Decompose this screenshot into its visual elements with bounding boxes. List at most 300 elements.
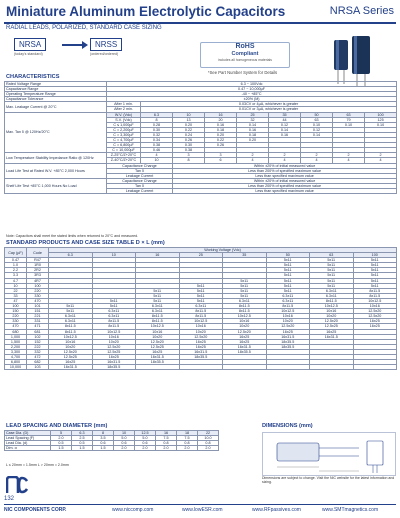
case-size [353, 365, 397, 370]
case-size: 16x31.5 [223, 344, 267, 349]
cap-code: 220 [27, 288, 49, 293]
lead-value: 0.8 [198, 441, 219, 446]
lead-value: 0.5 [72, 441, 93, 446]
characteristics-note: Note: Capacitors shall meet the stated limits when returned to 20°C and measured. [6, 234, 139, 238]
current-series-caption: (today's standard) [14, 52, 43, 56]
low-temp-value: 4 [365, 158, 397, 163]
case-size: 5x11 [179, 283, 223, 288]
lead-value: 10 [114, 431, 135, 436]
case-size: 6.3x11 [266, 293, 310, 298]
case-size: 6.3x11 [49, 319, 93, 324]
voltage-header: 50 [266, 253, 310, 258]
case-size: 10x12.5 [223, 314, 267, 319]
lead-value: 7.5 [177, 436, 198, 441]
voltage-header: 100 [353, 253, 397, 258]
case-size: 10x20 [49, 344, 93, 349]
test-criteria: Less than 200% of specified maximum value [173, 168, 397, 173]
dimensions-heading: DIMENSIONS (mm) [262, 423, 313, 429]
cap-code: 470 [27, 298, 49, 303]
cap-value: 150 [5, 309, 27, 314]
cap-code: R47 [27, 258, 49, 263]
tan-cap: C = 3,300µF [107, 132, 141, 137]
spec-label: Low Temperature Stability Impedance Ratio @ 120Hz [5, 153, 107, 163]
leakage-value: 0.03CV or 4µA, whichever is greater [141, 102, 397, 107]
tan-value: 0.26 [205, 143, 237, 148]
spec-label: Capacitance Tolerance [5, 97, 107, 102]
dimension-drawing [262, 432, 396, 476]
lead-value: 2.0 [198, 446, 219, 451]
capacitor-icon [334, 36, 370, 86]
tan-value: 0.20 [173, 122, 205, 127]
cap-value: 0.47 [5, 258, 27, 263]
voltage-header: 16 [136, 253, 180, 258]
lead-row-label: Case Dia. (D) [5, 431, 51, 436]
lead-value: 1.5 [72, 446, 93, 451]
case-size: 10x16 [49, 339, 93, 344]
case-size: 5x11 [310, 258, 354, 263]
case-size: 8x11.5 [310, 298, 354, 303]
lead-value: 5.0 [114, 436, 135, 441]
case-size: 6.3x11 [310, 288, 354, 293]
cap-value: 470 [5, 324, 27, 329]
case-size: 12.5x20 [353, 309, 397, 314]
tan-value: 0.10 [301, 122, 333, 127]
lead-value: 0.6 [93, 441, 114, 446]
header-rule [4, 22, 396, 24]
tan-value: 0.38 [141, 143, 173, 148]
rohs-compliant: Compliant [231, 51, 259, 57]
case-size: 12.5x20 [353, 314, 397, 319]
case-size: 5x11 [92, 304, 136, 309]
case-size: 18x35.5 [266, 344, 310, 349]
lead-value: 5.0 [135, 436, 156, 441]
tan-value: 0.38 [173, 148, 205, 153]
cap-code: 101 [27, 304, 49, 309]
lead-spacing-table [4, 430, 219, 451]
case-size: 12.5x25 [310, 324, 354, 329]
case-size: 6.3x11 [223, 298, 267, 303]
case-size: 12.5x20 [92, 344, 136, 349]
tan-value: 0.18 [205, 127, 237, 132]
cap-code: 682 [27, 360, 49, 365]
case-size: 8x11.5 [49, 324, 93, 329]
case-size: 6.3x11 [136, 304, 180, 309]
case-size: 10x16 [266, 314, 310, 319]
page-number: 132 [4, 496, 15, 502]
case-size: 16x25 [223, 334, 267, 339]
tan-value: 0.16 [269, 132, 301, 137]
footer-rule [4, 504, 396, 505]
case-size: 5x11 [310, 283, 354, 288]
case-size: 6.3x11 [266, 298, 310, 303]
case-size: 10x20 [266, 319, 310, 324]
cap-code: 100 [27, 283, 49, 288]
cap-value: 2,200 [5, 344, 27, 349]
voltage-header: 25 [179, 253, 223, 258]
lead-value: 0.5 [51, 441, 72, 446]
voltage-header: 6.3 [49, 253, 93, 258]
lead-row [5, 446, 219, 451]
case-size: 8x11.5 [223, 309, 267, 314]
sv-value: 63 [301, 117, 333, 122]
cap-value: 1,000 [5, 334, 27, 339]
tan-value: 0.22 [173, 127, 205, 132]
lead-value: 2.0 [177, 446, 198, 451]
tan-value: 0.12 [269, 122, 301, 127]
tan-value: 0.46 [141, 148, 173, 153]
case-size: 10x12.5 [310, 304, 354, 309]
cap-code: 4R7 [27, 278, 49, 283]
sv-value: 125 [365, 117, 397, 122]
case-size: 16x31.5 [136, 354, 180, 359]
case-size: 12.5x25 [92, 349, 136, 354]
case-size: 8x11.5 [92, 319, 136, 324]
rohs-caption: includes all homogeneous materials [218, 58, 272, 62]
lead-value: 22 [198, 431, 219, 436]
lead-value: 12.5 [135, 431, 156, 436]
case-size: 5x11 [49, 304, 93, 309]
series-migration [14, 38, 144, 70]
low-temp-value: 4 [333, 158, 365, 163]
case-size: 10x16 [310, 309, 354, 314]
case-size: 8x11.5 [92, 324, 136, 329]
cap-code: 681 [27, 329, 49, 334]
voltage-header: 35 [223, 253, 267, 258]
case-size: 10x16 [136, 329, 180, 334]
cap-value: 47 [5, 298, 27, 303]
characteristics-heading: CHARACTERISTICS [6, 74, 60, 80]
tan-cap: C ≤ 1,000µF [107, 122, 141, 127]
case-size: 5x11 [353, 278, 397, 283]
case-size: 10x20 [179, 329, 223, 334]
cap-header: Cap (µF) [5, 248, 27, 258]
spec-label: Max. Tan δ @ 120Hz/20°C [5, 112, 107, 153]
case-size: 10x16 [223, 319, 267, 324]
cap-value: 1.0 [5, 263, 27, 268]
lead-value: 2.5 [72, 436, 93, 441]
case-size: 16x25 [266, 329, 310, 334]
sv-value: 44 [269, 117, 301, 122]
cap-value: 6,800 [5, 360, 27, 365]
tan-cap: C = 2,200µF [107, 127, 141, 132]
case-size: 10x12.5 [136, 324, 180, 329]
case-size: 5x11 [266, 263, 310, 268]
case-size: 18x35.5 [136, 360, 180, 365]
case-size: 5x11 [266, 288, 310, 293]
lead-value: 16 [156, 431, 177, 436]
lead-spacing-heading: LEAD SPACING AND DIAMETER (mm) [6, 423, 108, 429]
tan-value: 0.28 [141, 122, 173, 127]
footer-link[interactable]: www.lowESR.com [182, 507, 223, 513]
case-size: 16x25 [310, 329, 354, 334]
lead-value: 2.0 [135, 446, 156, 451]
test-criteria: Within ±20% of initial measured value [173, 163, 397, 168]
spec-label: Rated Voltage Range [5, 82, 107, 87]
cap-value: 10,000 [5, 365, 27, 370]
case-size: 6.3x11 [92, 314, 136, 319]
cap-value: 100 [5, 304, 27, 309]
cap-code: 471 [27, 324, 49, 329]
test-item: Capacitance Change [107, 163, 173, 168]
case-size [136, 365, 180, 370]
case-size: 5x11 [266, 268, 310, 273]
case-size: 8x11.5 [179, 309, 223, 314]
case-size: 8x11.5 [353, 288, 397, 293]
case-size: 18x35.5 [266, 339, 310, 344]
wv-value: 10 [173, 112, 205, 117]
low-temp-value: 2 [269, 153, 301, 158]
case-size: 16x25 [179, 344, 223, 349]
test-item: Tan δ [107, 168, 173, 173]
sv-value: 79 [333, 117, 365, 122]
case-size: 12.5x20 [49, 349, 93, 354]
spec-label: Operating Temperature Range [5, 92, 107, 97]
tan-value: 0.14 [301, 132, 333, 137]
low-temp-value: 4 [141, 153, 173, 158]
case-size: 5x11 [223, 278, 267, 283]
leakage-time: After 1 min. [107, 102, 141, 107]
case-size [223, 365, 267, 370]
tan-value: 0.30 [173, 143, 205, 148]
case-size: 10x12.5 [353, 298, 397, 303]
case-size: 5x11 [353, 283, 397, 288]
working-voltage-header: Working Voltage (Vdc) [49, 248, 397, 253]
footer-link[interactable]: www.RFpassives.com [252, 507, 301, 513]
cap-code: 332 [27, 349, 49, 354]
case-size: 10x12.5 [179, 319, 223, 324]
rohs-note: *See Part Number System for Details [208, 70, 278, 75]
cap-code: 472 [27, 354, 49, 359]
case-size: 12.5x20 [266, 324, 310, 329]
tan-value: 0.22 [205, 138, 237, 143]
spec-label: Shelf Life Test +85°C 1,000 Hours No Load [5, 178, 107, 193]
case-size: 10x16 [179, 324, 223, 329]
case-size: 5x11 [310, 263, 354, 268]
voltage-header: 10 [92, 253, 136, 258]
case-size: 16x25 [92, 354, 136, 359]
case-size: 5x11 [49, 309, 93, 314]
case-size: 12.5x25 [136, 344, 180, 349]
case-size: 6.3x11 [92, 309, 136, 314]
low-temp-value: 4 [269, 158, 301, 163]
code-header: Code [27, 248, 49, 258]
series-name: NRSA Series [329, 5, 394, 17]
tan-value: 0.18 [237, 132, 269, 137]
spec-value: -40 ~ +85°C [107, 92, 397, 97]
case-size: 12.5x20 [223, 329, 267, 334]
tan-value: 0.14 [237, 122, 269, 127]
low-temp-value: 2 [333, 153, 365, 158]
tan-value: 0.14 [269, 127, 301, 132]
case-size: 10x20 [223, 324, 267, 329]
current-series-box: NRSA [14, 38, 46, 51]
case-size: 5x11 [353, 258, 397, 263]
case-size: 16x31.5 [49, 365, 93, 370]
case-size: 8x11.5 [136, 319, 180, 324]
nic-logo-icon [6, 476, 28, 494]
tan-value: 0.16 [205, 122, 237, 127]
case-size: 10x20 [92, 339, 136, 344]
arrowhead-icon [82, 41, 88, 49]
cap-code: 103 [27, 365, 49, 370]
document-subtitle: RADIAL LEADS, POLARIZED, STANDARD CASE SIZING [6, 25, 162, 31]
case-size: 5x11 [179, 293, 223, 298]
case-size: 5x11 [266, 273, 310, 278]
cap-code: 331 [27, 319, 49, 324]
case-size: 5x11 [179, 288, 223, 293]
case-size [179, 365, 223, 370]
case-size: 5x11 [92, 298, 136, 303]
case-size-row [5, 365, 397, 370]
document-title: Miniature Aluminum Electrolytic Capacitors [6, 4, 286, 19]
wv-value: 100 [365, 112, 397, 117]
company-name: NIC COMPONENTS CORP. [4, 507, 67, 513]
low-temp-value: 10 [141, 158, 173, 163]
lead-value: 3.5 [93, 436, 114, 441]
lead-row-label: Dim. α [5, 446, 51, 451]
case-size: 5x11 [310, 278, 354, 283]
cap-code: 152 [27, 339, 49, 344]
cap-value: 2.2 [5, 268, 27, 273]
case-size: 12.5x20 [310, 319, 354, 324]
case-size: 12.5x20 [136, 339, 180, 344]
sv-value: 20 [205, 117, 237, 122]
test-item: Capacitance Change [107, 178, 173, 183]
case-size: 5x11 [136, 288, 180, 293]
lead-row-label: Lead Dia. (d) [5, 441, 51, 446]
new-series-caption: (ordered/ordered) [90, 52, 119, 56]
rohs-badge [200, 42, 290, 68]
rohs-title: RoHS [235, 43, 255, 50]
test-item: Leakage Current [107, 173, 173, 178]
case-size: 8x11.5 [179, 314, 223, 319]
spec-value: 6.3 ~ 100Vdc [107, 82, 397, 87]
cap-value: 10 [5, 283, 27, 288]
case-size: 5x11 [223, 283, 267, 288]
dimension-diagram [263, 433, 395, 475]
case-size: 6.3x11 [49, 314, 93, 319]
cap-value: 33 [5, 293, 27, 298]
case-size: 5x11 [136, 298, 180, 303]
tan-value: 0.34 [141, 138, 173, 143]
lead-value: 10.0 [198, 436, 219, 441]
spec-label: Capacitance Range [5, 87, 107, 92]
case-size: 16x31.5 [266, 334, 310, 339]
lead-value: 2.0 [156, 446, 177, 451]
cap-value: 680 [5, 329, 27, 334]
lead-value: 0.6 [114, 441, 135, 446]
case-size-row [5, 334, 397, 339]
low-temp-value: 4 [237, 158, 269, 163]
leakage-time: After 2 min. [107, 107, 141, 112]
tan-value: 0.26 [173, 138, 205, 143]
case-size: 10x12.5 [49, 334, 93, 339]
lead-value: 0.8 [177, 441, 198, 446]
case-size [266, 365, 310, 370]
case-size: 5x11 [223, 293, 267, 298]
case-size: 18x35.5 [92, 365, 136, 370]
lead-value: 18 [177, 431, 198, 436]
case-size: 10x12.5 [266, 309, 310, 314]
case-size: 6.3x11 [310, 293, 354, 298]
dimensions-note: Dimensions are subject to change. Visit the NIC website for the latest information and sizing. [262, 476, 395, 485]
case-size: 5x11 [310, 268, 354, 273]
wv-label: W.V. (Vdc) [107, 112, 141, 117]
spec-value: ±20% (M) [107, 97, 397, 102]
case-size: 5x11 [179, 298, 223, 303]
spec-value: 0.47 ~ 10,000µF [107, 87, 397, 92]
case-size: 6.3x11 [136, 309, 180, 314]
tan-value: 0.20 [205, 132, 237, 137]
low-temp-value: 4 [301, 158, 333, 163]
case-size: 18x35.5 [179, 354, 223, 359]
low-temp-value: 3 [173, 153, 205, 158]
case-size: 16x31.5 [92, 360, 136, 365]
tan-value: 0.20 [237, 138, 269, 143]
case-size: 5x11 [310, 273, 354, 278]
case-size [310, 365, 354, 370]
case-size: 5x11 [266, 258, 310, 263]
lead-value: 1.5 [51, 446, 72, 451]
cap-code: 1R0 [27, 263, 49, 268]
low-temp-condition: Z-25°C/Z+20°C [107, 153, 141, 158]
new-series-box: NRSS [90, 38, 122, 51]
sv-value: 8 [141, 117, 173, 122]
case-size: 8x11.5 [266, 304, 310, 309]
low-temp-value: 2 [365, 153, 397, 158]
test-item: Leakage Current [107, 188, 173, 193]
cap-code: 3R3 [27, 273, 49, 278]
case-size: 5x11 [223, 288, 267, 293]
low-temp-value: 2 [301, 153, 333, 158]
case-size: 10x20 [136, 334, 180, 339]
wv-value: 16 [205, 112, 237, 117]
lead-value: 1.5 [93, 446, 114, 451]
lead-row-label: Lead Spacing (F) [5, 436, 51, 441]
case-size: 8x11.5 [353, 293, 397, 298]
case-size: 16x25 [49, 360, 93, 365]
tan-value: 0.10 [365, 122, 397, 127]
footer-link[interactable]: www.niccomp.com [112, 507, 154, 513]
lead-value: 5 [51, 431, 72, 436]
tan-value: 0.32 [141, 132, 173, 137]
case-size: 5x11 [136, 293, 180, 298]
case-size: 10x20 [310, 314, 354, 319]
case-size-table [4, 247, 397, 370]
cap-value: 3,300 [5, 349, 27, 354]
cap-code: 221 [27, 314, 49, 319]
lead-value: 0.6 [135, 441, 156, 446]
case-size: 12.5x20 [179, 334, 223, 339]
case-size: 10x16 [92, 334, 136, 339]
wv-value: 35 [269, 112, 301, 117]
low-temp-value: 8 [173, 158, 205, 163]
cap-value: 3.3 [5, 273, 27, 278]
wv-value: 25 [237, 112, 269, 117]
cap-code: 151 [27, 309, 49, 314]
tan-value: 0.10 [333, 122, 365, 127]
case-size: 16x25 [136, 349, 180, 354]
voltage-header: 63 [310, 253, 354, 258]
case-size: 5x11 [353, 268, 397, 273]
case-size: 5x11 [353, 273, 397, 278]
cap-value: 1,500 [5, 339, 27, 344]
lead-value: 2.0 [114, 446, 135, 451]
footer-link[interactable]: www.SMTmagnetics.com [322, 507, 379, 513]
sv-label: S.V. (Vdc) [107, 117, 141, 122]
spec-label: Load Life Test at Rated W.V. +85°C 2,000 Hours [5, 163, 107, 178]
wv-value: 6.3 [141, 112, 173, 117]
